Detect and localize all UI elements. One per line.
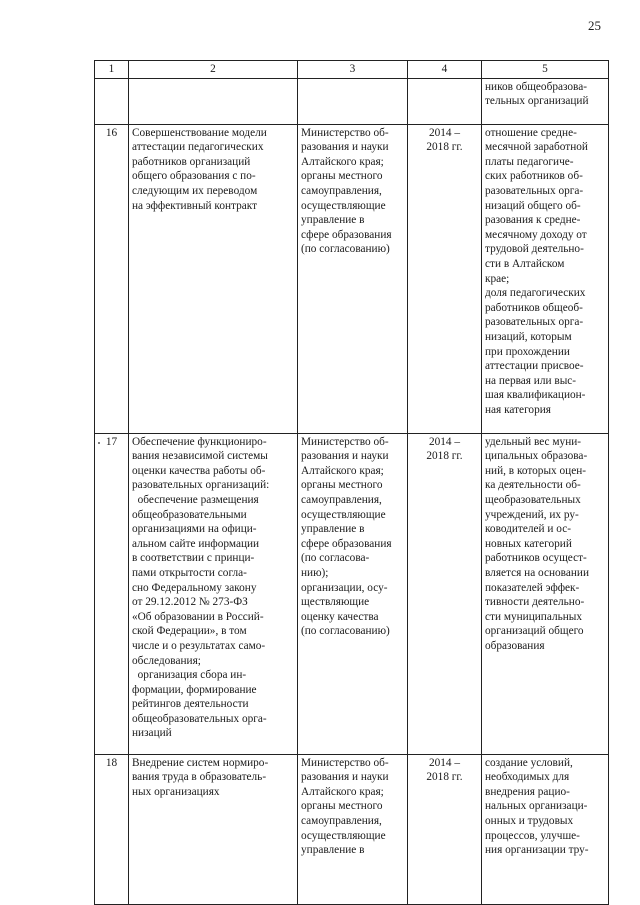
page-number: 25 — [588, 18, 601, 33]
header-col-5: 5 — [482, 61, 609, 79]
continuation-col4-cell — [408, 78, 482, 124]
text-line: 2014 – — [428, 435, 461, 448]
text-line: сфере образования — [301, 228, 392, 241]
text-line: оценки качества работы об- — [132, 464, 266, 477]
text-line: организаций общего — [485, 625, 584, 638]
table-header-row — [95, 61, 609, 79]
text-line: ской Федерации», в том — [132, 625, 247, 638]
text-line: вляется на основании — [485, 566, 589, 579]
text-line: месячному доходу от — [485, 228, 587, 241]
text-line: работников общеоб- — [485, 301, 583, 314]
text-line: новных категорий — [485, 537, 572, 550]
text-line: самоуправления, — [301, 814, 382, 827]
text-line: вания труда в образователь- — [132, 771, 267, 784]
text-line: организациями на офици- — [132, 523, 257, 536]
text-line: трудовой деятельно- — [485, 243, 584, 256]
row-number: 17 — [95, 433, 129, 754]
indicator-cell — [482, 433, 609, 754]
text-line: создание условий, — [485, 756, 573, 769]
text-line: ная категория — [485, 403, 551, 416]
text-line: показателей эффек- — [485, 581, 580, 594]
continuation-indicator-cell — [482, 78, 609, 124]
table-row — [95, 433, 609, 754]
text-line: формации, формирование — [132, 683, 257, 696]
text-line: (по согласованию) — [301, 243, 390, 256]
text-line: шая квалификацион- — [485, 389, 586, 402]
text-line: месячной заработной — [485, 141, 588, 154]
text-line: самоуправления, — [301, 184, 382, 197]
text-line: доля педагогических — [485, 287, 586, 300]
text-line: (по согласова- — [301, 552, 370, 565]
text-line: общеобразовательными — [132, 508, 247, 521]
text-line: сти в Алтайском — [485, 257, 565, 270]
text-line: аттестации педагогических — [132, 141, 264, 154]
indicator-cell — [482, 124, 609, 433]
continuation-row — [95, 78, 609, 124]
text-line: Обеспечение функциониро- — [132, 435, 267, 448]
text-line: Алтайского края; — [301, 155, 384, 168]
text-line: (по согласованию) — [301, 625, 390, 638]
text-line: обследования; — [132, 654, 201, 667]
text-line: нальных организаци- — [485, 800, 588, 813]
text-line: 2018 гг. — [426, 771, 463, 784]
text-line: сфере образования — [301, 537, 392, 550]
text-line: разовательных организаций: — [132, 479, 270, 492]
text-line: общего образования с по- — [132, 170, 256, 183]
responsible-cell — [298, 433, 408, 754]
text-line: ников общеобразова- — [485, 80, 587, 93]
period-cell — [408, 124, 482, 433]
header-col-4: 4 — [408, 61, 482, 79]
text-line: нию); — [301, 566, 329, 579]
text-line: разовательных орга- — [485, 316, 584, 329]
text-line: Совершенствование модели — [132, 126, 267, 139]
text-line: крае; — [485, 272, 510, 285]
row-number: 18 — [95, 754, 129, 904]
text-line: самоуправления, — [301, 493, 382, 506]
text-line: организации, осу- — [301, 581, 388, 594]
text-line: обеспечение размещения — [132, 493, 259, 506]
text-line: управление в — [301, 844, 365, 857]
text-line: сти муниципальных — [485, 610, 583, 623]
text-line: пами открытости согла- — [132, 566, 247, 579]
period-cell — [408, 433, 482, 754]
text-line: необходимых для — [485, 771, 570, 784]
text-line: 2014 – — [428, 126, 461, 139]
text-line: разования и науки — [301, 141, 389, 154]
text-line: оценку качества — [301, 610, 379, 623]
measure-cell — [129, 754, 298, 904]
measures-table — [94, 60, 609, 905]
text-line: органы местного — [301, 170, 383, 183]
text-line: ка деятельности об- — [485, 479, 581, 492]
text-line: на первая или выс- — [485, 374, 577, 387]
text-line: следующим их переводом — [132, 184, 258, 197]
text-line: 2014 – — [428, 756, 461, 769]
text-line: ных организациях — [132, 785, 220, 798]
text-line: аттестации присвое- — [485, 360, 584, 373]
text-line: внедрения рацио- — [485, 785, 570, 798]
text-line: разовательных орга- — [485, 184, 584, 197]
measure-cell — [129, 124, 298, 433]
text-line: альном сайте информации — [132, 537, 260, 550]
text-line: сно Федеральному закону — [132, 581, 257, 594]
header-col-2: 2 — [129, 61, 298, 79]
text-line: отношение средне- — [485, 126, 577, 139]
text-line: образования — [485, 639, 545, 652]
text-line: ководителей и ос- — [485, 523, 571, 536]
text-line: осуществляющие — [301, 508, 386, 521]
text-line: Алтайского края; — [301, 785, 384, 798]
text-line: платы педагогиче- — [485, 155, 574, 168]
text-line: «Об образовании в Россий- — [132, 610, 264, 623]
text-line: низаций общего об- — [485, 199, 581, 212]
text-line: общеобразовательных орга- — [132, 712, 267, 725]
text-line: онных и трудовых — [485, 814, 574, 827]
text-line: на эффективный контракт — [132, 199, 258, 212]
responsible-cell — [298, 754, 408, 904]
row-number: 16 — [95, 124, 129, 433]
text-line: ципальных образова- — [485, 450, 588, 463]
text-line: Министерство об- — [301, 756, 389, 769]
text-line: Министерство об- — [301, 126, 389, 139]
text-line: ний, в которых оцен- — [485, 464, 587, 477]
text-line: Министерство об- — [301, 435, 389, 448]
table-row — [95, 754, 609, 904]
text-line: организация сбора ин- — [132, 669, 247, 682]
text-line: Внедрение систем нормиро- — [132, 756, 269, 769]
table-row — [95, 124, 609, 433]
text-line: 2018 гг. — [426, 141, 463, 154]
text-line: ществляющие — [301, 596, 370, 609]
text-line: разования к средне- — [485, 214, 581, 227]
responsible-cell — [298, 124, 408, 433]
text-line: работников осущест- — [485, 552, 587, 565]
text-line: 2018 гг. — [426, 450, 463, 463]
text-line: разования и науки — [301, 450, 389, 463]
text-line: управление в — [301, 214, 365, 227]
text-line: органы местного — [301, 800, 383, 813]
measure-cell — [129, 433, 298, 754]
text-line: учреждений, их ру- — [485, 508, 579, 521]
text-line: рейтингов деятельности — [132, 698, 249, 711]
text-line: работников организаций — [132, 155, 251, 168]
text-line: удельный вес муни- — [485, 435, 582, 448]
text-line: от 29.12.2012 № 273-ФЗ — [132, 596, 248, 609]
text-line: Алтайского края; — [301, 464, 384, 477]
header-col-3: 3 — [298, 61, 408, 79]
text-line: управление в — [301, 523, 365, 536]
period-cell — [408, 754, 482, 904]
text-line: ния организации тру- — [485, 844, 589, 857]
text-line: осуществляющие — [301, 829, 386, 842]
text-line: разования и науки — [301, 771, 389, 784]
continuation-col2-cell — [129, 78, 298, 124]
text-line: ских работников об- — [485, 170, 583, 183]
text-line: щеобразовательных — [485, 493, 581, 506]
text-line: осуществляющие — [301, 199, 386, 212]
continuation-col3-cell — [298, 78, 408, 124]
text-line: низаций, которым — [485, 330, 572, 343]
text-line: при прохождении — [485, 345, 570, 358]
text-line: тивности деятельно- — [485, 596, 585, 609]
text-line: тельных организаций — [485, 95, 589, 108]
text-line: низаций — [132, 727, 172, 740]
indicator-cell — [482, 754, 609, 904]
text-line: в соответствии с принци- — [132, 552, 255, 565]
continuation-num-cell — [95, 78, 129, 124]
text-line: числе и о результатах само- — [132, 639, 266, 652]
text-line: органы местного — [301, 479, 383, 492]
text-line: процессов, улучше- — [485, 829, 580, 842]
header-col-1: 1 — [95, 61, 129, 79]
text-line: вания независимой системы — [132, 450, 268, 463]
